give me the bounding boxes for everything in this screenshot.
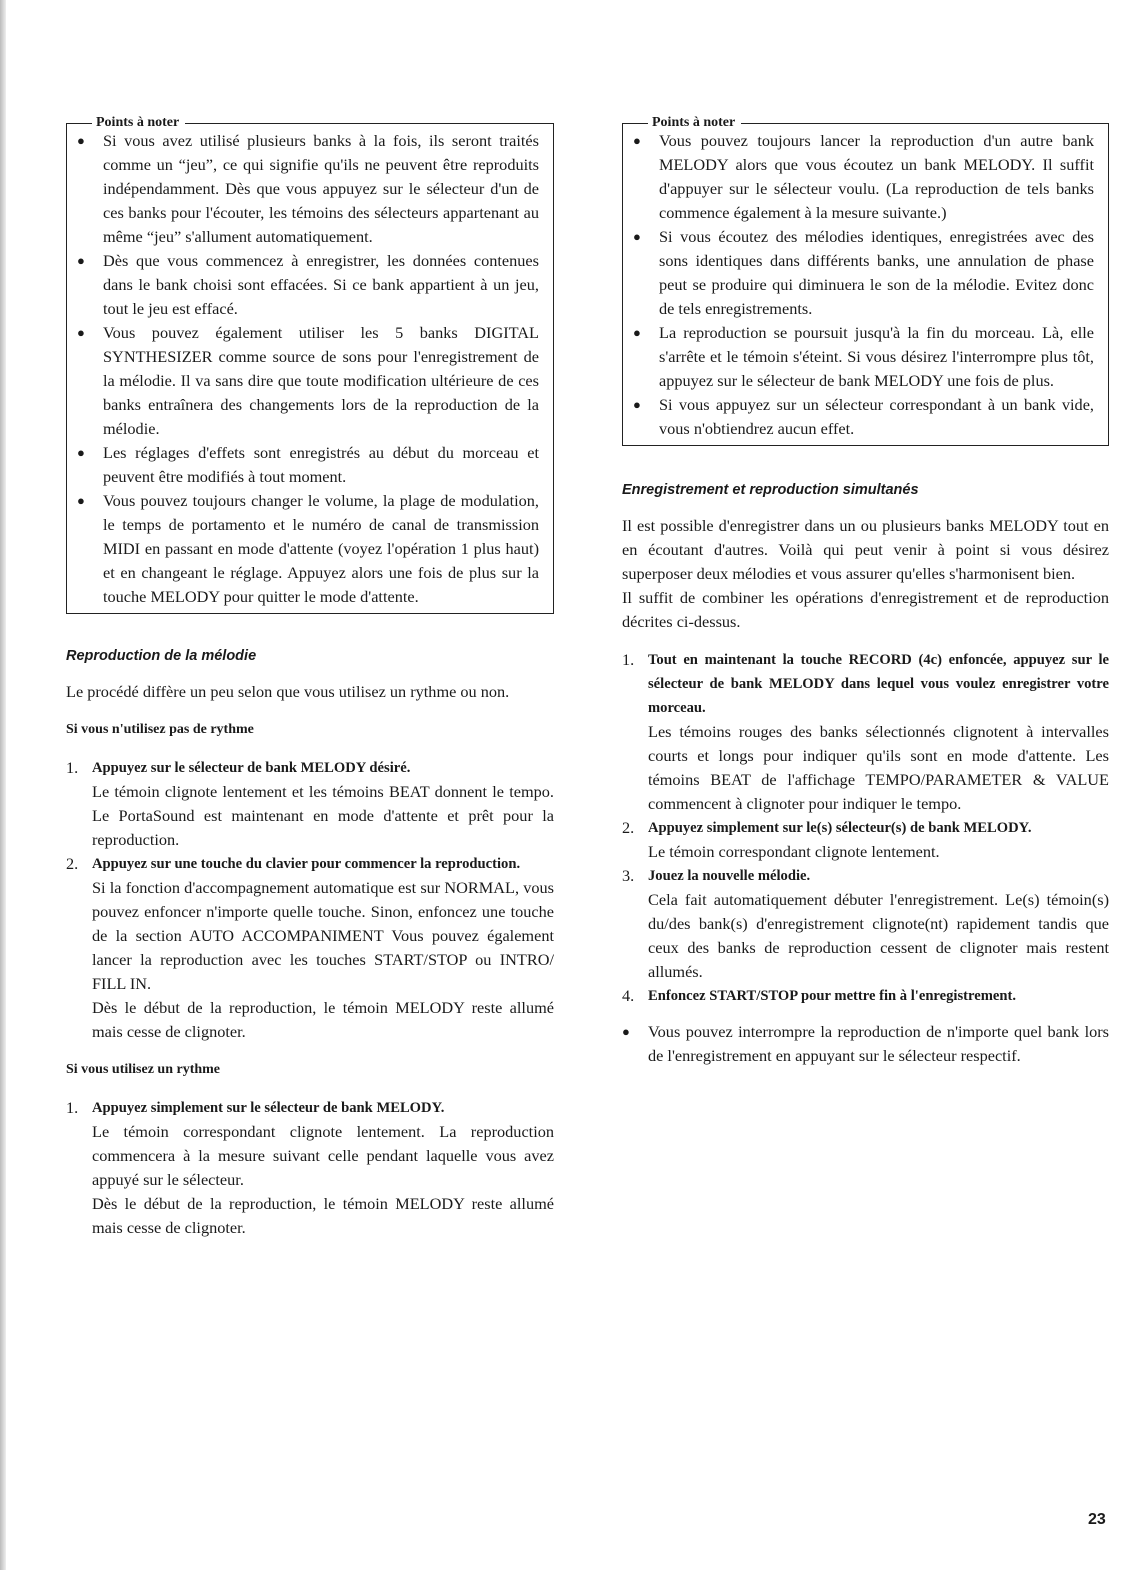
paragraph: Il est possible d'enregistrer dans un ou plusieurs banks MELODY tout en en écoutant d'autres. Voilà qui peut venir à point si vous désirez superposer deux mélodies et vous assurer qu'elles s'harmonisent bien. [622,516,1109,583]
step: 2. Appuyez simplement sur le(s) sélecteur(s) de bank MELODY. Le témoin correspondant clignote lentement. [622,818,1032,861]
intro: Le procédé diffère un peu selon que vous utilisez un rythme ou non. [66,682,510,701]
note-item: ● La reproduction se poursuit jusqu'à la fin du morceau. Là, elle s'arrête et le témoin s'éteint. Si vous désirez l'interrompre plus tôt, appuyez sur le sélecteur de bank MELODY une fois de plus. [633,323,1094,390]
note-item: ● Si vous écoutez des mélodies identiques, enregistrées avec des sons identiques dans différents banks, une annulation de phase peut se produire qui diminuera le son de la mélodie. Evitez donc de tels enregistrements. [633,227,1094,318]
step: 1. Tout en maintenant la touche RECORD (4c) enfoncée, appuyez sur le sélecteur de bank MELODY dans lequel vous voulez enregistrer votre morceau. Les témoins rouges des banks sélectionnés clignotent à intervalles courts et longs pour indiquer qu'ils sont en mode d'attente. Les témoins BEAT de l'affichage TEMPO/PARAMETER & VALUE commencent à clignoter pour indiquer le tempo. [622,650,1109,813]
step: 1. Appuyez simplement sur le sélecteur de bank MELODY. Le témoin correspondant clignote lentement. La reproduction commencera à la mesure suivant celle pendant laquelle vous avez appuyé sur le sélecteur. Dès le début de la reproduction, le témoin MELODY reste allumé mais cesse de clignoter. [66,1098,554,1237]
note-item: ● Vous pouvez toujours lancer la reproduction d'un autre bank MELODY alors que vous écoutez un bank MELODY. Il suffit d'appuyer sur le sélecteur voulu. (La reproduction de tels banks commence également à la mesure suivante.) [633,131,1094,222]
left-column [66,115,554,1240]
step: 2. Appuyez sur une touche du clavier pour commencer la reproduction. Si la fonction d'accompagnement automatique est sur NORMAL, vous pouvez enfoncer n'importe quelle touche. Sinon, enfoncez une touche de la section AUTO ACCOMPANIMENT Vous pouvez également lancer la reproduction avec les touches START/STOP ou INTRO/ FILL IN. Dès le début de la reproduction, le témoin MELODY reste allumé mais cesse de clignoter. [66,854,554,1041]
note-item: ● Si vous avez utilisé plusieurs banks à la fois, ils seront traités comme un “jeu”, ce qui signifie qu'ils ne peuvent être reproduits indépendamment. Dès que vous appuyez sur le sélecteur d'un de ces banks pour l'écouter, les témoins des sélecteurs appartenant au même “jeu” s'allument automatiquement. [77,131,539,246]
notes-title: Points à noter [622,111,1109,135]
subheading: Si vous n'utilisez pas de rythme [66,722,254,737]
page-number: 23 [1088,1511,1106,1528]
step: 4. Enfoncez START/STOP pour mettre fin à l'enregistrement. [622,986,1016,1005]
scan-edge [0,0,6,1570]
note-item: ● Dès que vous commencez à enregistrer, les données contenues dans le bank choisi sont effacées. Si ce bank appartient à un jeu, tout le jeu est effacé. [77,251,539,318]
section-reproduction [66,644,554,1240]
notes-title: Points à noter [66,111,554,135]
subheading: Si vous utilisez un rythme [66,1062,221,1077]
paragraph: Il suffit de combiner les opérations d'enregistrement et de reproduction décrites ci-dessus. [622,588,1109,631]
notes-box-right [622,115,1109,446]
section-heading: Reproduction de la mélodie [66,648,257,664]
section-heading: Enregistrement et reproduction simultanés [622,482,919,498]
section-simultaneous [622,478,1109,1068]
step: 3. Jouez la nouvelle mélodie. Cela fait automatiquement débuter l'enregistrement. Le(s) témoin(s) du/des bank(s) d'enregistrement clignote(nt) rapidement tandis que ceux des banks de reproduction cessent de clignoter mais restent allumés. [622,866,1109,981]
note-item: ● Vous pouvez également utiliser les 5 banks DIGITAL SYNTHESIZER comme source de sons pour l'enregistrement de la mélodie. Il va sans dire que toute modification ultérieure de ces banks entraînera des changements lors de la reproduction de la mélodie. [77,323,539,438]
right-column [622,115,1109,1068]
notes-box-left [66,115,554,614]
step: 1. Appuyez sur le sélecteur de bank MELODY désiré. Le témoin clignote lentement et les témoins BEAT donnent le tempo. Le PortaSound est maintenant en mode d'attente et prêt pour la reproduction. [66,758,554,849]
note-item: ● Les réglages d'effets sont enregistrés au début du morceau et peuvent être modifiés à tout moment. [77,443,539,486]
note-item: ● Vous pouvez toujours changer le volume, la plage de modulation, le temps de portamento et le numéro de canal de transmission MIDI en passant en mode d'attente (voyez l'opération 1 plus haut) et en changeant le réglage. Appuyez alors une fois de plus sur la touche MELODY pour quitter le mode d'attente. [77,491,539,606]
bullet-item: ● Vous pouvez interrompre la reproduction de n'importe quel bank lors de l'enregistrement en appuyant sur le sélecteur respectif. [622,1022,1109,1065]
note-item: ● Si vous appuyez sur un sélecteur correspondant à un bank vide, vous n'obtiendrez aucun effet. [633,395,1094,438]
